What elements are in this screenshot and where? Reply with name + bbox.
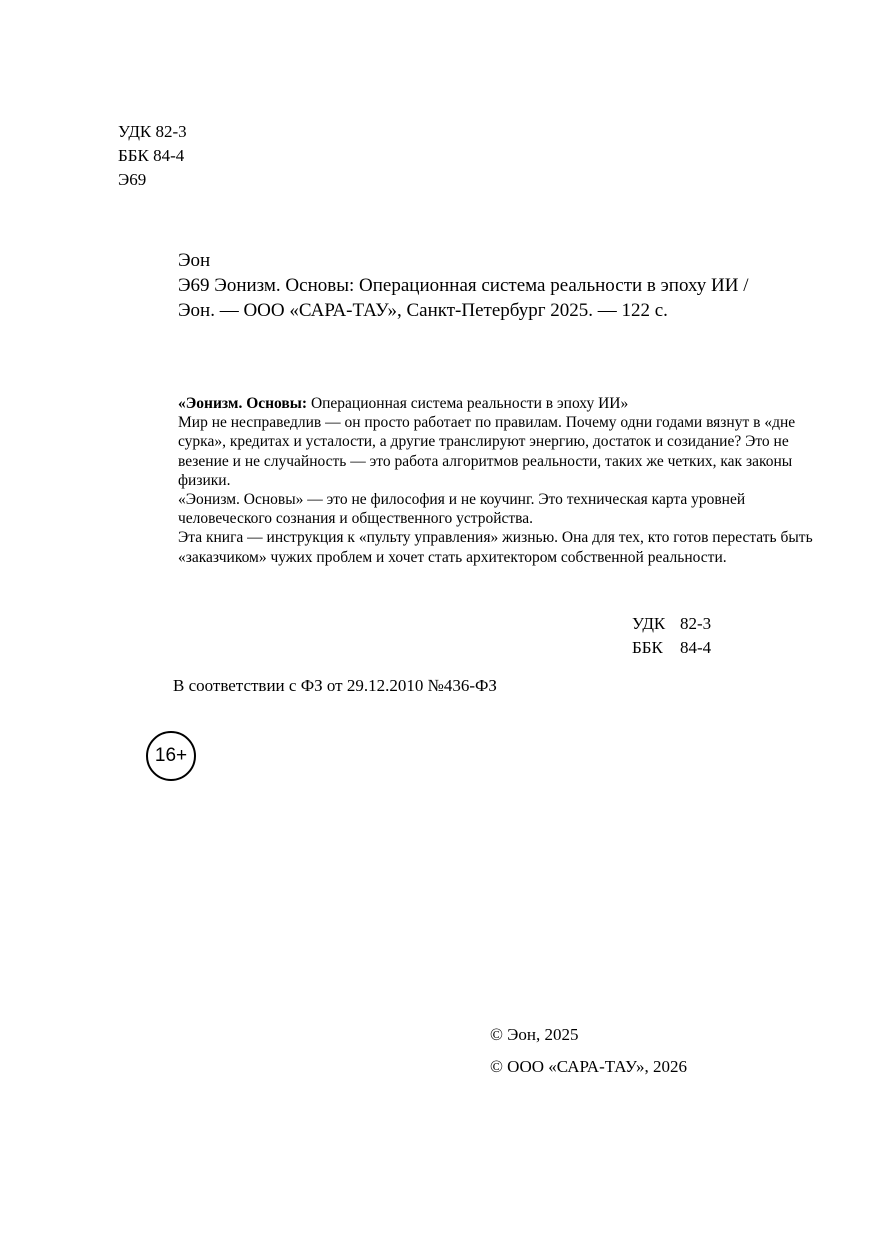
- annotation-title: [178, 394, 818, 413]
- classification-top: [118, 120, 187, 192]
- annotation-paragraph-3: Эта книга — инструкция к «пульту управления» жизнью. Она для тех, кто готов перестать быть «заказчиком» чужих проблем и хочет стать архитектором собственной реальности.: [178, 529, 813, 566]
- classification-bottom: [632, 612, 711, 660]
- annotation-title-bold: «Эонизм. Основы:: [178, 395, 308, 412]
- age-rating-badge: [146, 731, 196, 781]
- copyright-publisher: © ООО «САРА-ТАУ», 2026: [490, 1057, 688, 1076]
- annotation-paragraph-2: «Эонизм. Основы» — это не философия и не коучинг. Это техническая карта уровней человеческого сознания и общественного устройства.: [178, 491, 746, 528]
- bbk-value: 84-4: [680, 638, 712, 657]
- udk-row: [632, 612, 711, 636]
- bbk-code: ББК 84-4: [118, 146, 185, 165]
- annotation-paragraph-1: Мир не несправедлив — он просто работает по правилам. Почему одни годами вязнут в «дне сурка», кредитах и усталости, а другие транслируют энергию, достаток и созидание? Это не везение и не случайность — это работа алгоритмов реальности, таких же четких, как законы физики.: [178, 414, 796, 489]
- copyright-block: [490, 1019, 687, 1083]
- annotation-title-rest: Операционная система реальности в эпоху ИИ»: [307, 395, 629, 412]
- annotation: [178, 394, 818, 567]
- bbk-row: [632, 636, 711, 660]
- bibliographic-record: [178, 248, 749, 323]
- bib-author: Эон: [178, 250, 211, 271]
- age-rating-text: 16+: [154, 745, 188, 766]
- udk-label: УДК: [632, 614, 666, 633]
- udk-value: 82-3: [680, 614, 712, 633]
- bib-title-line: Э69 Эонизм. Основы: Операционная система реальности в эпоху ИИ /: [178, 275, 749, 296]
- bbk-label: ББК: [632, 638, 663, 657]
- udk-code: УДК 82-3: [118, 122, 187, 141]
- copyright-author: © Эон, 2025: [490, 1025, 579, 1044]
- law-notice: В соответствии с ФЗ от 29.12.2010 №436-ФЗ: [173, 676, 497, 695]
- bib-publisher-line: Эон. — ООО «САРА-ТАУ», Санкт-Петербург 2025. — 122 с.: [178, 300, 668, 321]
- author-mark: Э69: [118, 170, 147, 189]
